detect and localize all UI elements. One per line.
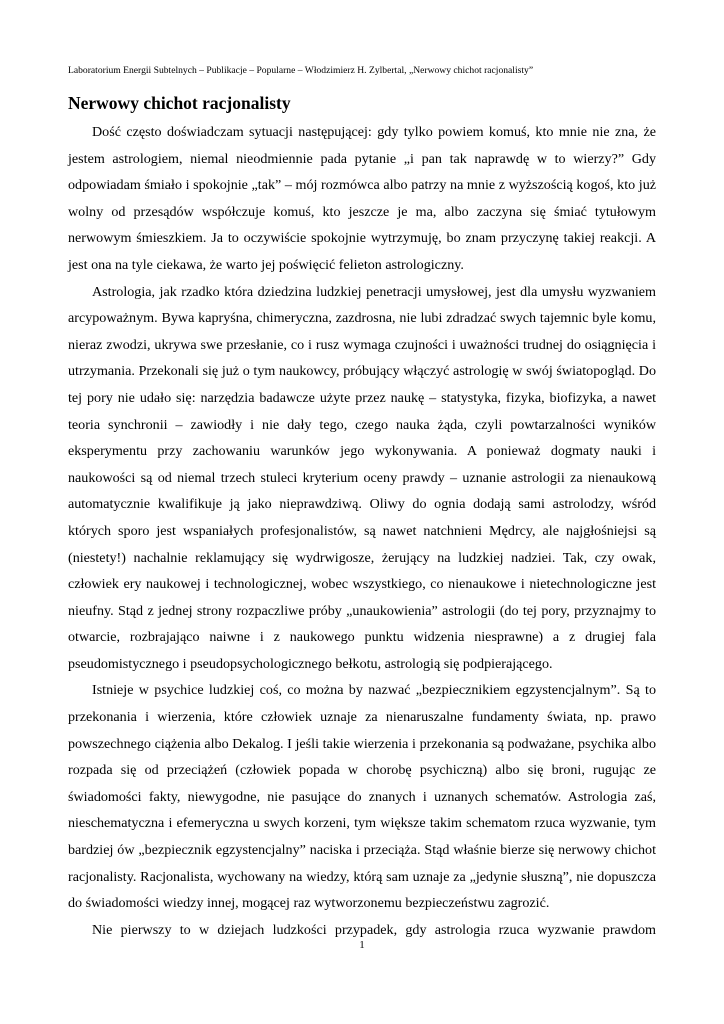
article-title: Nerwowy chichot racjonalisty bbox=[68, 93, 291, 113]
paragraph-4: Nie pierwszy to w dziejach ludzkości przypadek, gdy astrologia rzuca wyzwanie prawdom bbox=[92, 921, 656, 938]
page-number: 1 bbox=[359, 939, 365, 951]
paragraph-1: Dość często doświadczam sytuacji następującej: gdy tylko powiem komuś, kto mnie nie zna, że jestem astrologiem, niemal nieodmiennie pada pytanie „i pan tak naprawdę w to wierzy?” Gdy odpowiadam śmiało i spokojnie „tak” – mój rozmówca albo patrzy na mnie z wyższością kogoś, kto już wolny od przesądów współczuje komuś, kto jeszcze je ma, albo zaczyna się śmiać tytułowym nerwowym śmieszkiem. Ja to oczywiście spokojnie wytrzymuję, bo znam przyczynę takiej reakcji. A jest ona na tyle ciekawa, że warto jej poświęcić felieton astrologiczny. bbox=[68, 124, 656, 273]
document-page bbox=[68, 64, 656, 943]
article-body bbox=[68, 119, 656, 943]
paragraph-2: Astrologia, jak rzadko która dziedzina ludzkiej penetracji umysłowej, jest dla umysłu wyzwaniem arcypoważnym. Bywa kapryśna, chimeryczna, zazdrosna, nie lubi zdradzać swych tajemnic byle komu, nieraz zwodzi, ukrywa swe przesłanie, co i rusz wymaga czujności i uważności trudnej do osiągnięcia i utrzymania. Przekonali się już o tym naukowcy, próbujący włączyć astrologię w swój światopogląd. Do tej pory nie udało się: narzędzia badawcze użyte przez naukę – statystyka, fizyka, biofizyka, a nawet teoria synchronii – zawiodły i nie dały tego, czego nauka żąda, czyli powtarzalności wyników eksperymentu przy zachowaniu warunków jego wykonywania. A ponieważ dogmaty nauki i naukowości są od niemal trzech stuleci kryterium oceny prawdy – uznanie astrologii za nienaukową automatycznie kwalifikuje ją jako nieprawdziwą. Oliwy do ognia dodają sami astrolodzy, wśród których sporo jest wspaniałych profesjonalistów, są nawet natchnieni Mędrcy, ale najgłośniejsi są (niestety!) nachalnie reklamujący się wydrwigosze, żerujący na ludzkiej nadziei. Tak, czy owak, człowiek ery naukowej i technologicznej, wobec wszystkiego, co nienaukowe i nietechnologiczne jest nieufny. Stąd z jednej strony rozpaczliwe próby „unaukowienia” astrologii (do tej pory, przyznajmy to otwarcie, rozbrajająco naiwne i z naukowego punktu widzenia niesprawne) a z drugiej fala pseudomistycznego i pseudopsychologicznego bełkotu, astrologią się podpierającego. bbox=[68, 283, 656, 672]
paragraph-3: Istnieje w psychice ludzkiej coś, co można by nazwać „bezpiecznikiem egzystencjalnym”. Są to przekonania i wierzenia, które człowiek uznaje za nienaruszalne fundamenty świata, np. prawo powszechnego ciążenia albo Dekalog. I jeśli takie wierzenia i przekonania są podważane, psychika albo rozpada się od przeciążeń (człowiek popada w chorobę psychiczną) albo się broni, rugując ze świadomości fakty, niewygodne, nie pasujące do znanych i uznanych schematów. Astrologia zaś, nieschematyczna i efemeryczna u swych korzeni, tym większe takim schematom rzuca wyzwanie, tym bardziej ów „bezpiecznik egzystencjalny” naciska i przeciąża. Stąd właśnie bierze się nerwowy chichot racjonalisty. Racjonalista, wychowany na wiedzy, którą sam uznaje za „jedynie słuszną”, nie dopuszcza do świadomości wiedzy innej, mogącej raz wytworzonemu bezpieczeństwu zagrozić. bbox=[68, 682, 656, 912]
running-header: Laboratorium Energii Subtelnych – Publikacje – Popularne – Włodzimierz H. Zylbertal, „Nerwowy chichot racjonalisty” bbox=[68, 65, 534, 76]
